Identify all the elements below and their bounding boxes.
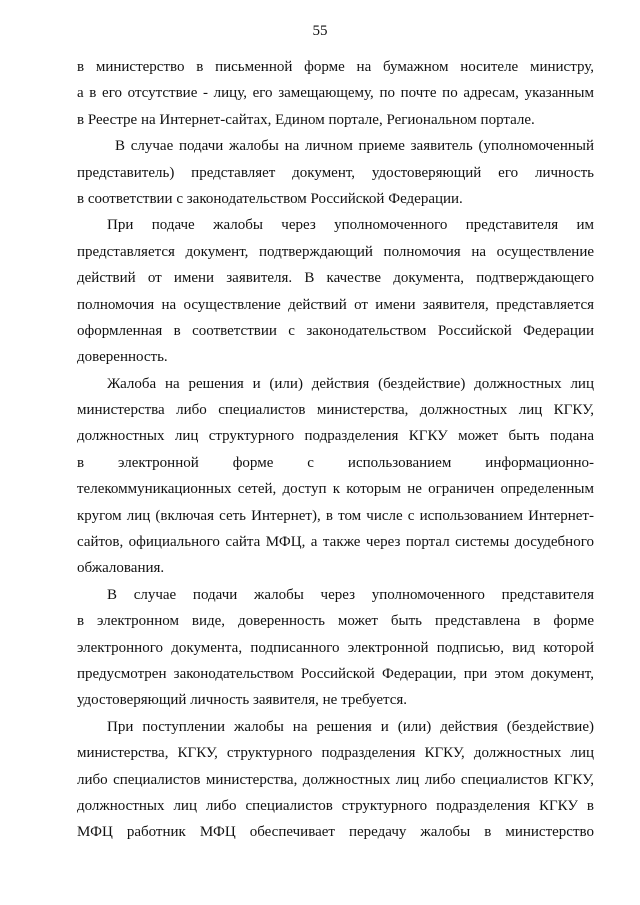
text-line: министерства, КГКУ, структурного подразделения КГКУ, должностных лиц <box>77 745 594 762</box>
text-line: представляется документ, подтверждающий полномочия на осуществление <box>77 243 594 260</box>
text-line: При подаче жалобы через уполномоченного представителя им <box>107 217 594 234</box>
text-line: Жалоба на решения и (или) действия (бездействие) должностных лиц <box>107 375 594 392</box>
text-line: а в его отсутствие - лицу, его замещающему, по почте по адресам, указанным <box>77 85 594 102</box>
text-line: обжалования. <box>77 560 165 577</box>
text-line: удостоверяющий личность заявителя, не требуется. <box>77 692 408 709</box>
text-line: либо специалистов министерства, должностных лиц либо специалистов КГКУ, <box>77 771 594 788</box>
text-line: доверенность. <box>77 349 168 366</box>
text-line: должностных лиц либо специалистов структурного подразделения КГКУ в <box>77 797 594 814</box>
text-line: в Реестре на Интернет-сайтах, Едином портале, Региональном портале. <box>77 111 535 128</box>
text-line: оформленная в соответствии с законодательством Российской Федерации <box>77 322 594 339</box>
text-line: кругом лиц (включая сеть Интернет), в том числе с использованием Интернет- <box>77 507 594 524</box>
text-line: должностных лиц структурного подразделения КГКУ может быть подана <box>77 428 594 445</box>
text-line: сайтов, официального сайта МФЦ, а также через портал системы досудебного <box>77 534 594 551</box>
text-line: предусмотрен законодательством Российской Федерации, при этом документ, <box>77 665 594 682</box>
text-line: телекоммуникационных сетей, доступ к которым не ограничен определенным <box>77 481 594 498</box>
text-line: действий от имени заявителя. В качестве документа, подтверждающего <box>77 270 594 287</box>
text-line: полномочия на осуществление действий от имени заявителя, представляется <box>77 296 594 313</box>
text-line: электронного документа, подписанного электронной подписью, вид которой <box>77 639 594 656</box>
page-number: 55 <box>312 23 328 39</box>
text-line: При поступлении жалобы на решения и (или) действия (бездействие) <box>107 718 594 735</box>
text-line: в электронном виде, доверенность может быть представлена в форме <box>77 613 594 630</box>
document-body <box>77 54 594 846</box>
text-line: В случае подачи жалобы на личном приеме заявитель (уполномоченный <box>115 138 594 155</box>
text-line: в электронной форме с использованием информационно- <box>77 454 594 471</box>
text-line: МФЦ работник МФЦ обеспечивает передачу жалобы в министерство <box>77 824 594 841</box>
text-line: министерства либо специалистов министерства, должностных лиц КГКУ, <box>77 402 594 419</box>
text-line: в соответствии с законодательством Российской Федерации. <box>77 190 463 207</box>
text-line: в министерство в письменной форме на бумажном носителе министру, <box>77 59 594 75</box>
text-line: представитель) представляет документ, удостоверяющий его личность <box>77 164 594 181</box>
text-line: В случае подачи жалобы через уполномоченного представителя <box>107 586 594 603</box>
